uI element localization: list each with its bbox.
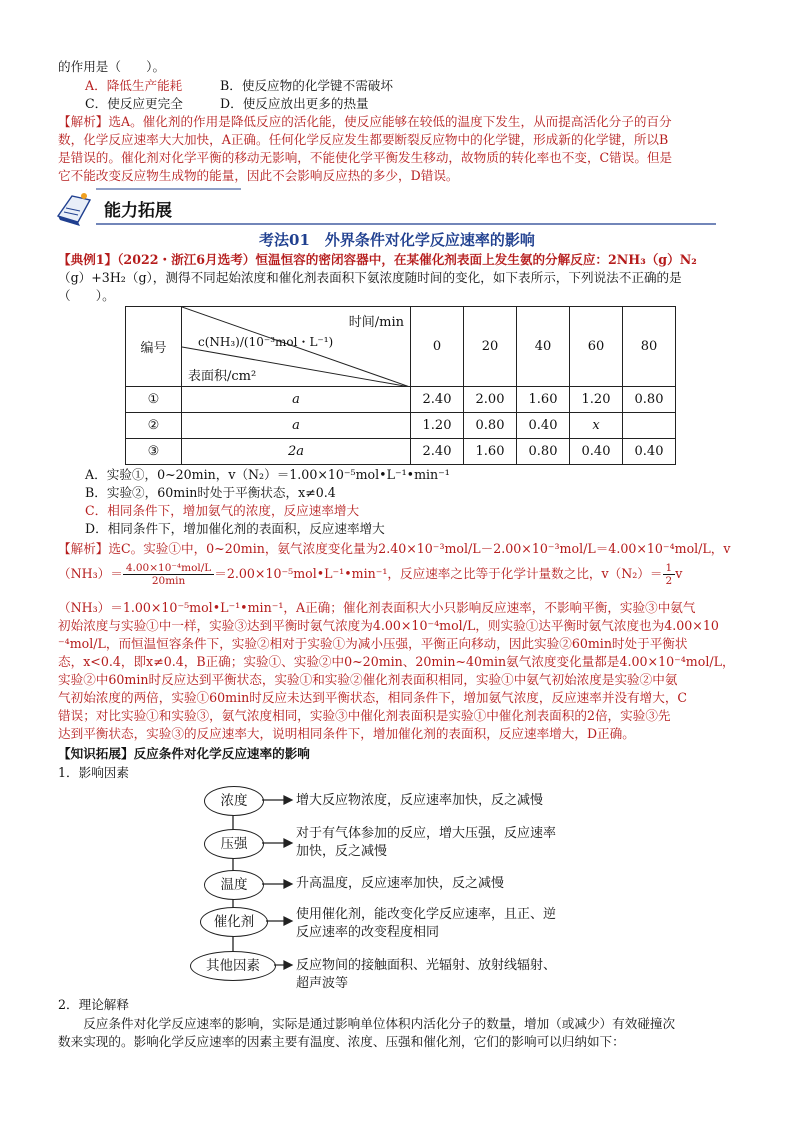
- experiment-table: [125, 306, 676, 465]
- cell: 0.80: [464, 413, 517, 439]
- row-area: a: [182, 413, 411, 439]
- theory-paragraph: 反应条件对化学反应速率的影响，实际是通过影响单位体积内活化分子的数量，增加（或减少）有效碰撞次: [58, 1016, 676, 1031]
- option-b: B．实验②，60min时处于平衡状态，x≠0.4: [85, 485, 336, 500]
- diag-time-label: 时间/min: [348, 315, 404, 330]
- diagonal-header: [182, 307, 411, 387]
- option-c: C．使反应更完全: [85, 96, 183, 111]
- cell: 1.20: [570, 387, 623, 413]
- fraction-half: $\frac{1}{2}$: [663, 562, 676, 587]
- diag-conc-label: c(NH₃)/(10⁻³mol・L⁻¹): [198, 335, 334, 349]
- analysis-line: 【解析】选C。实验①中，0~20min，氨气浓度变化量为2.40×10⁻³mol/L－2.00×10⁻³mol/L＝4.00×10⁻⁴mol/L，v: [58, 541, 731, 556]
- cell: 2.40: [411, 387, 464, 413]
- question-stem-tail: 的作用是（ ）。: [58, 59, 166, 74]
- knowledge-title: 【知识拓展】反应条件对化学反应速率的影响: [58, 746, 310, 761]
- time-header: 40: [517, 307, 570, 387]
- fraction: $\frac{\text{4.00×10⁻⁴mol/L}}{20\min}$: [123, 562, 214, 587]
- factor-desc: 加快，反之减慢: [296, 844, 388, 859]
- factor-desc: 超声波等: [296, 976, 349, 991]
- analysis-line: 态，x<0.4，即x≠0.4，B正确；实验①、实验②中0~20min、20min~40min氨气浓度变化量都是4.00×10⁻⁴mol/L，: [58, 654, 735, 669]
- example-stem: 【典例1】（2022・浙江6月选考）恒温恒容的密闭容器中，在某催化剂表面上发生氨的分解反应：2NH₃（g）N₂: [58, 252, 697, 267]
- time-header: 60: [570, 307, 623, 387]
- analysis-line: 【解析】选A。催化剂的作用是降低反应的活化能，使反应能够在较低的温度下发生，从而提高活化分子的百分: [58, 114, 672, 129]
- row-id: ③: [126, 439, 182, 465]
- diag-area-label: 表面积/cm²: [188, 369, 257, 384]
- cell: x: [570, 413, 623, 439]
- factor-desc: 反应速率的改变程度相同: [296, 925, 440, 940]
- option-c: C．相同条件下，增加氨气的浓度，反应速率增大: [85, 503, 360, 518]
- analysis-line: 气初始浓度的两倍，实验①60min时反应未达到平衡状态，相同条件下，增加氨气浓度，反应速率并没有增大，C: [58, 690, 688, 705]
- analysis-line: 它不能改变反应物生成物的能量，因此不会影响反应热的多少，D错误。: [58, 168, 459, 183]
- factor-desc: 增大反应物浓度，反应速率加快，反之减慢: [296, 793, 544, 808]
- analysis-line: 数，化学反应速率大大加快，A正确。任何化学反应发生都要断裂反应物中的化学键，形成新的化学键，所以B: [58, 132, 669, 147]
- cell: 0.80: [517, 439, 570, 465]
- cell: 0.40: [517, 413, 570, 439]
- time-header: 80: [623, 307, 676, 387]
- analysis-formula-line: （NH₃）＝ $\frac{\text{4.00×10⁻⁴mol/L}}{20\min}$ ＝2.00×10⁻⁵mol•L⁻¹•min⁻¹，反应速率之比等于化学计量数之比，v（N₂）＝ $\frac{1}{2}$ v: [58, 562, 683, 587]
- factor-pressure: 压强: [204, 829, 264, 859]
- row-id: ②: [126, 413, 182, 439]
- factor-desc: 对于有气体参加的反应，增大压强，反应速率: [296, 826, 557, 841]
- analysis-line: ⁻⁴mol/L，而恒温恒容条件下，实验②相对于实验①为减小压强，平衡正向移动，因此实验②60min时处于平衡状: [58, 636, 688, 651]
- option-d: D．使反应放出更多的热量: [220, 96, 369, 111]
- kaofa-title: 考法01 外界条件对化学反应速率的影响: [259, 231, 535, 249]
- factor-concentration: 浓度: [204, 786, 264, 816]
- option-a: A．实验①，0~20min，v（N₂）＝1.00×10⁻⁵mol•L⁻¹•min⁻¹: [85, 467, 450, 482]
- example-stem: （g）+3H₂（g），测得不同起始浓度和催化剂表面积下氨浓度随时间的变化，如下表所示，下列说法不正确的是: [58, 270, 682, 285]
- analysis-line: 是错误的。催化剂对化学平衡的移动无影响，不能使化学平衡发生移动，故物质的转化率也不变，C错误。但是: [58, 150, 673, 165]
- factor-desc: 反应物间的接触面积、光辐射、放射线辐射、: [296, 958, 557, 973]
- header-id: 编号: [126, 307, 182, 387]
- cell: 0.40: [623, 439, 676, 465]
- analysis-line: （NH₃）＝1.00×10⁻⁵mol•L⁻¹•min⁻¹，A正确；催化剂表面积大小只影响反应速率，不影响平衡，实验③中氨气: [58, 600, 696, 615]
- option-b: B．使反应物的化学键不需破坏: [220, 78, 393, 93]
- knowledge-heading-2: 2．理论解释: [58, 997, 129, 1012]
- row-area: 2a: [182, 439, 411, 465]
- book-icon: [58, 193, 90, 226]
- cell: 1.60: [464, 439, 517, 465]
- example-stem: （ ）。: [58, 288, 115, 303]
- cell: 0.40: [570, 439, 623, 465]
- factor-desc: 升高温度，反应速率加快，反之减慢: [296, 876, 505, 891]
- option-d: D．相同条件下，增加催化剂的表面积，反应速率增大: [85, 521, 385, 536]
- knowledge-heading-1: 1．影响因素: [58, 765, 129, 780]
- analysis-line: 达到平衡状态，实验③的反应速率大，说明相同条件下，增加催化剂的表面积，反应速率增大，D正确。: [58, 726, 635, 741]
- cell: 2.40: [411, 439, 464, 465]
- cell: 0.80: [623, 387, 676, 413]
- time-header: 20: [464, 307, 517, 387]
- option-a: A．降低生产能耗: [85, 78, 183, 93]
- factor-catalyst: 催化剂: [200, 907, 268, 937]
- cell: [623, 413, 676, 439]
- section-banner-title: 能力拓展: [104, 201, 172, 221]
- theory-paragraph: 数来实现的。影响化学反应速率的因素主要有温度、浓度、压强和催化剂，它们的影响可以归纳如下：: [58, 1034, 625, 1049]
- factor-temperature: 温度: [204, 870, 264, 900]
- analysis-line: 错误；对比实验①和实验③，氨气浓度相同，实验③中催化剂表面积是实验①中催化剂表面积的2倍，实验③先: [58, 708, 671, 723]
- time-header: 0: [411, 307, 464, 387]
- factor-other: 其他因素: [190, 951, 276, 981]
- cell: 1.60: [517, 387, 570, 413]
- analysis-line: 初始浓度与实验①中一样，实验③达到平衡时氨气浓度为4.00×10⁻⁴mol/L，则实验①达平衡时氨气浓度也为4.00×10: [58, 618, 719, 633]
- row-id: ①: [126, 387, 182, 413]
- cell: 2.00: [464, 387, 517, 413]
- row-area: a: [182, 387, 411, 413]
- factor-desc: 使用催化剂，能改变化学反应速率，且正、逆: [296, 907, 557, 922]
- cell: 1.20: [411, 413, 464, 439]
- analysis-line: 实验②中60min时反应达到平衡状态，实验①和实验②催化剂表面积相同，实验①中氨气初始浓度是实验②中氨: [58, 672, 678, 687]
